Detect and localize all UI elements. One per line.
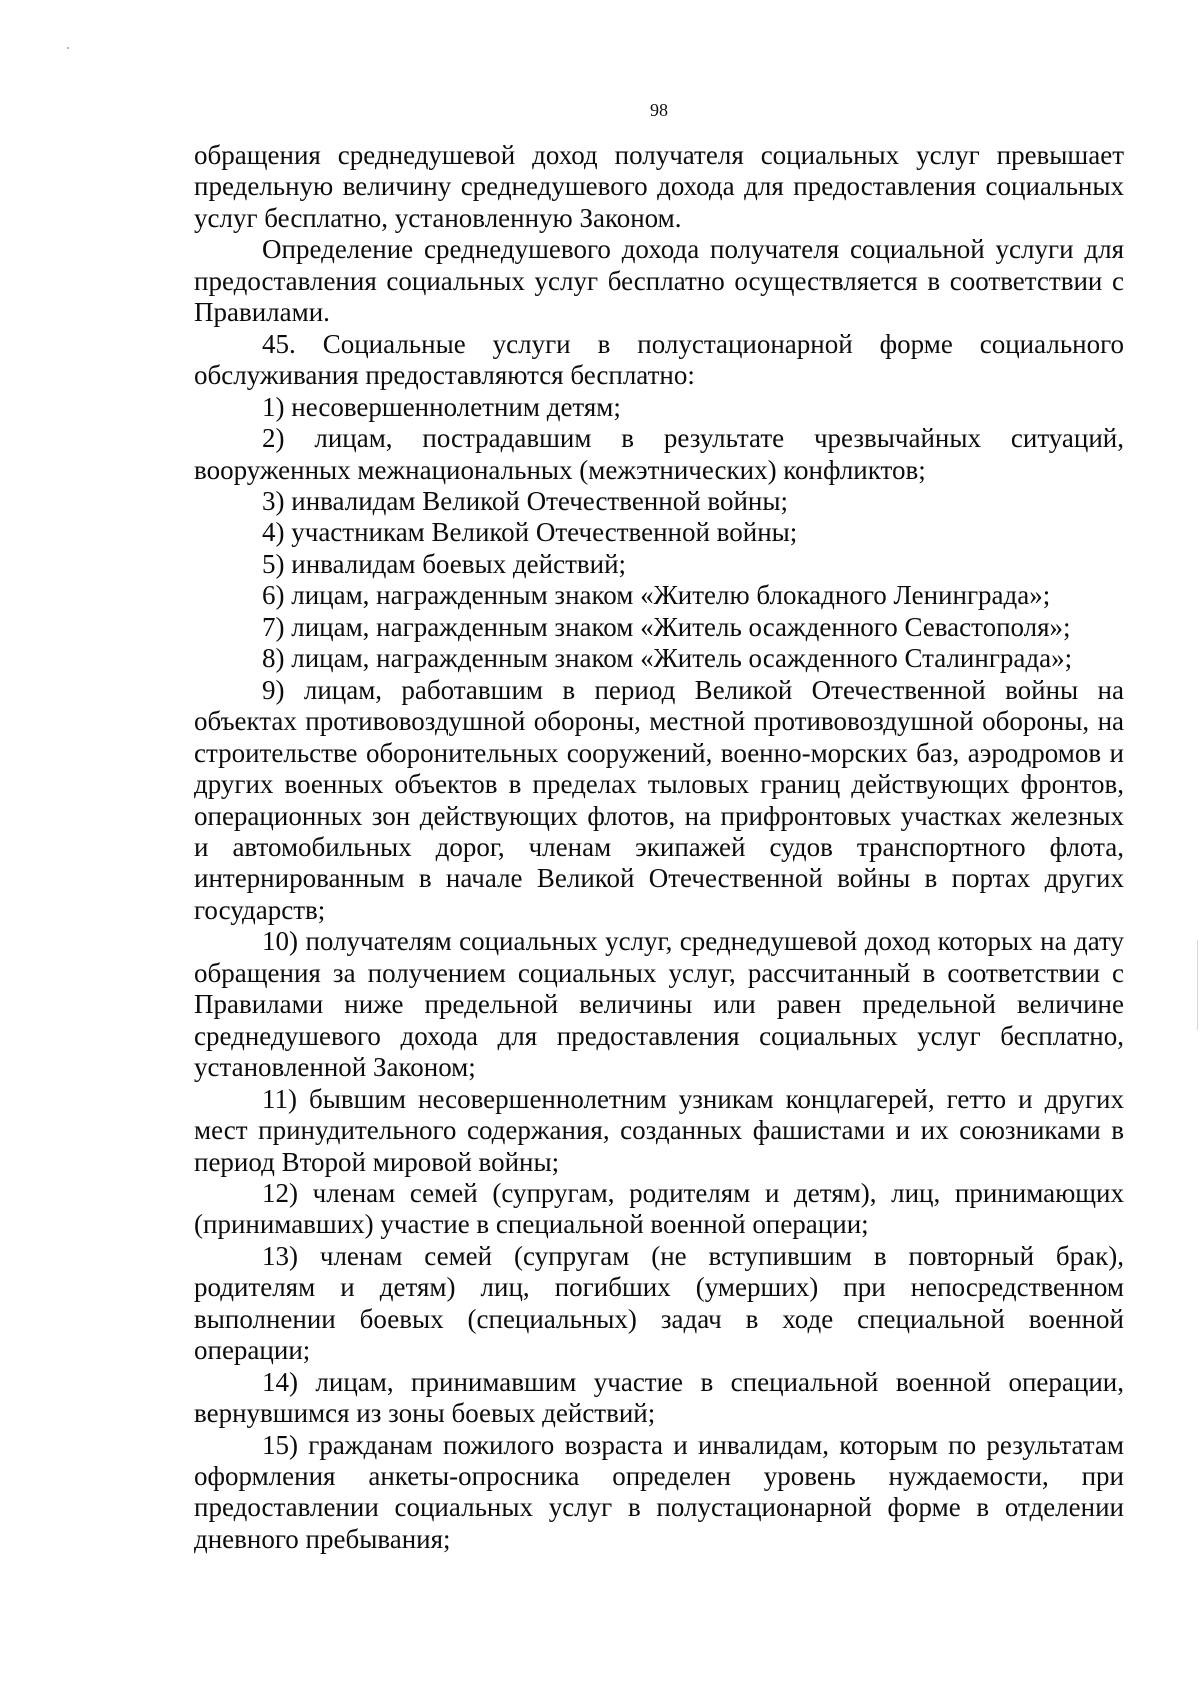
list-item: 7) лицам, награжденным знаком «Житель осажденного Севастополя»; (262, 611, 1071, 642)
page-number: 98 (650, 100, 668, 120)
list-item: 8) лицам, награжденным знаком «Житель осажденного Сталинграда»; (262, 643, 1073, 674)
list-item: 13) членам семей (супругам (не вступившим в повторный брак), родителям и детям) лиц, погибших (умерших) при непосредственном выполнении боевых (специальных) задач в ходе специальной военной операции; (194, 1240, 1124, 1366)
paragraph: Определение среднедушевого дохода получателя социальной услуги для предоставления социальных услуг бесплатно осуществляется в соответствии с Правилами. (194, 234, 1124, 328)
list-item: 14) лицам, принимавшим участие в специальной военной операции, вернувшимся из зоны боевых действий; (194, 1366, 1124, 1429)
clause-45: 45. Социальные услуги в полустационарной форме социального обслуживания предоставляются бесплатно: (194, 328, 1124, 391)
scan-speck (67, 47, 69, 49)
list-item: 12) членам семей (супругам, родителям и детям), лиц, принимающих (принимавших) участие в специальной военной операции; (194, 1177, 1124, 1240)
list-item: 6) лицам, награжденным знаком «Жителю блокадного Ленинграда»; (262, 580, 1051, 611)
document-body (194, 140, 1124, 1555)
list-item: 9) лицам, работавшим в период Великой Отечественной войны на объектах противовоздушной обороны, местной противовоздушной обороны, на строительстве оборонительных сооружений, военно-морских баз, аэродромов и других военных объектов в пределах тыловых границ действующих фронтов, операционных зон действующих флотов, на прифронтовых участках железных и автомобильных дорог, членам экипажей судов транспортного флота, интернированным в начале Великой Отечественной войны в портах других государств; (194, 674, 1124, 925)
list-item: 2) лицам, пострадавшим в результате чрезвычайных ситуаций, вооруженных межнациональных (межэтнических) конфликтов; (194, 423, 1124, 485)
list-item: 15) гражданам пожилого возраста и инвалидам, которым по результатам оформления анкеты-опросника определен уровень нуждаемости, при предоставлении социальных услуг в полустационарной форме в отделении дневного пребывания; (194, 1429, 1124, 1554)
list-item: 4) участникам Великой Отечественной войны; (262, 517, 798, 548)
list-item: 1) несовершеннолетним детям; (262, 391, 621, 422)
list-item: 3) инвалидам Великой Отечественной войны; (262, 485, 788, 516)
list-item: 11) бывшим несовершеннолетним узникам концлагерей, гетто и других мест принудительного содержания, созданных фашистами и их союзниками в период Второй мировой войны; (194, 1083, 1124, 1177)
list-item: 10) получателям социальных услуг, среднедушевой доход которых на дату обращения за получением социальных услуг, рассчитанный в соответствии с Правилами ниже предельной величины или равен предельной величине среднедушевого дохода для предоставления социальных услуг бесплатно, установленной Законом; (194, 926, 1124, 1083)
list-item: 5) инвалидам боевых действий; (262, 548, 627, 579)
paragraph: обращения среднедушевой доход получателя социальных услуг превышает предельную величину среднедушевого дохода для предоставления социальных услуг бесплатно, установленную Законом. (194, 140, 1124, 233)
scan-edge-mark (1197, 940, 1198, 1030)
